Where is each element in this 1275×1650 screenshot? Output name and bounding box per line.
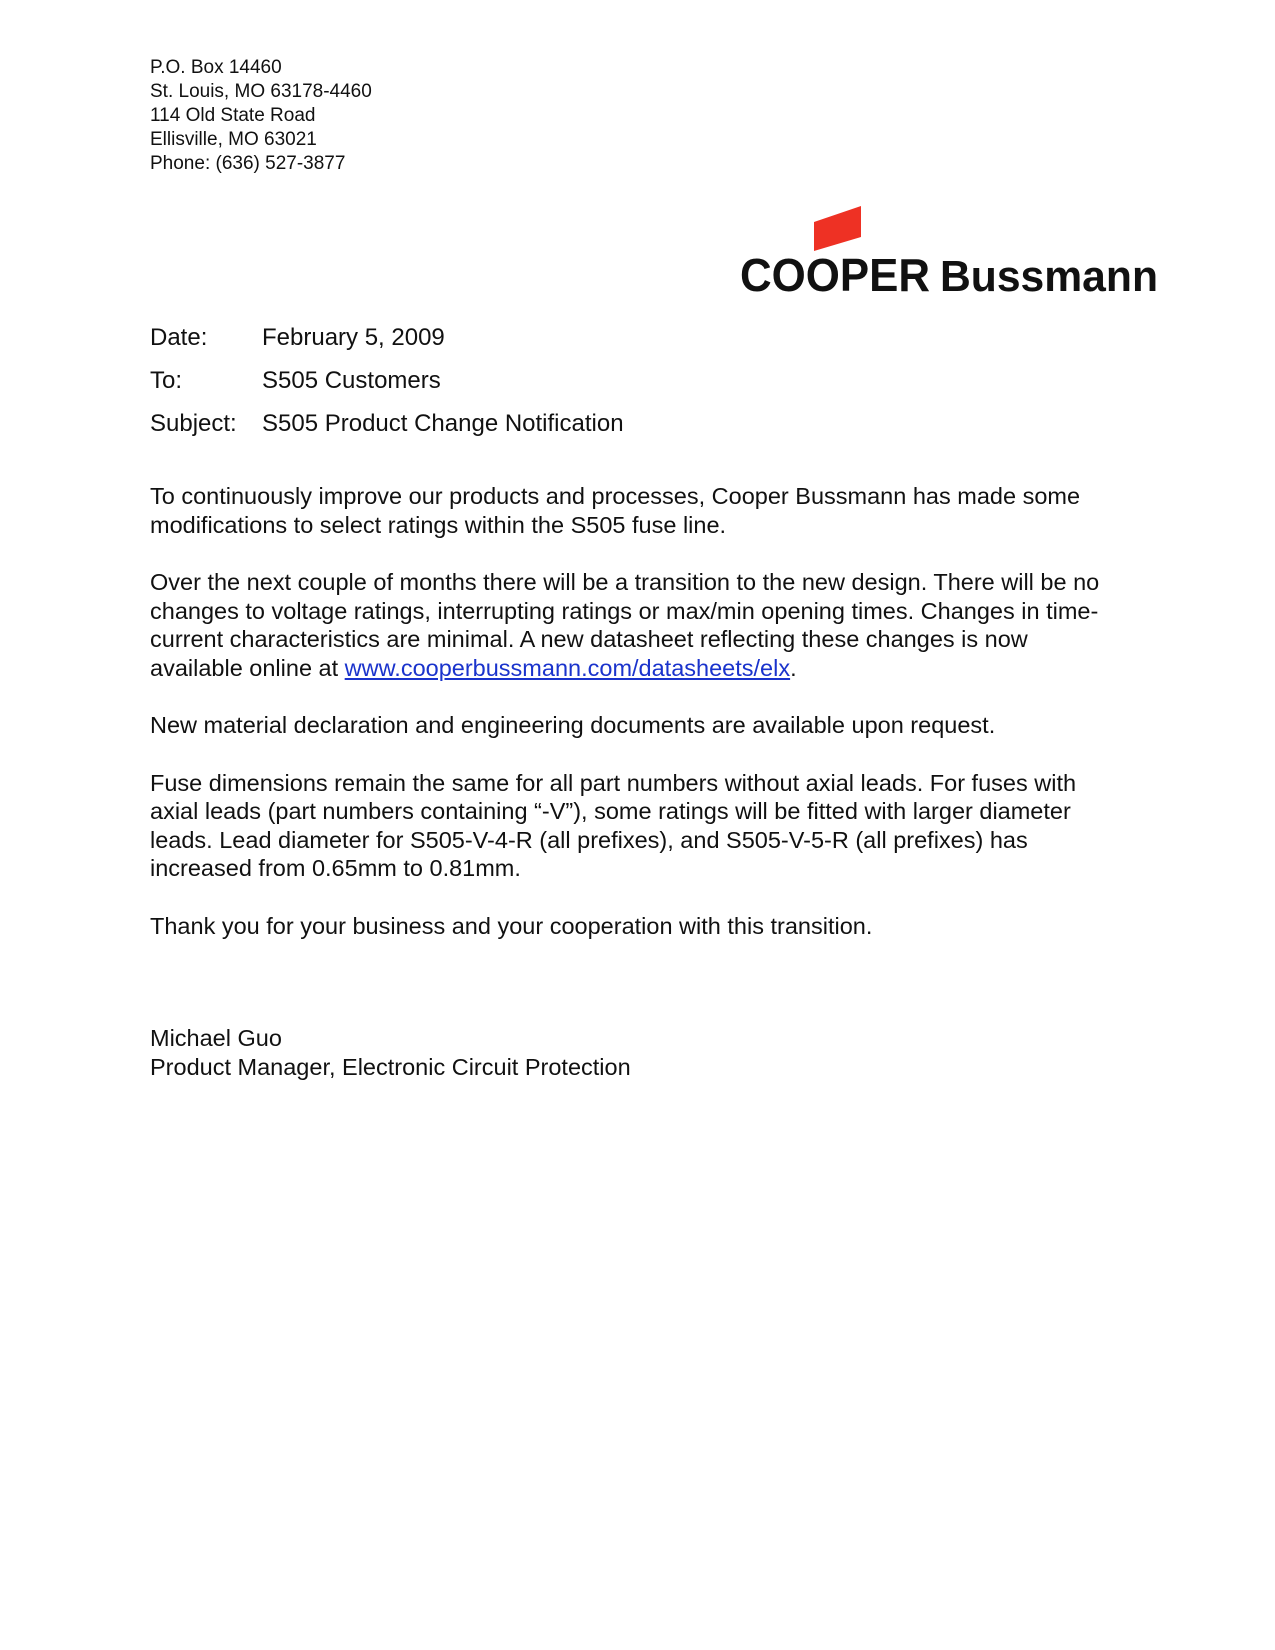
text-line: New material declaration and engineering documents are available upon request. — [150, 712, 996, 738]
to-label: To: — [150, 367, 183, 394]
paragraph-thanks — [150, 912, 1160, 941]
text-line: changes to voltage ratings, interrupting ratings or max/min opening times. Changes in time- — [150, 597, 1099, 624]
text-line: Fuse dimensions remain the same for all part numbers without axial leads. For fuses with — [150, 769, 1077, 796]
paragraph-dimensions — [150, 769, 1160, 883]
signer-name: Michael Guo — [150, 1025, 282, 1051]
signature-block — [150, 1024, 631, 1082]
text-fragment: . — [790, 654, 797, 681]
subject-value: S505 Product Change Notification — [262, 410, 624, 437]
signer-title: Product Manager, Electronic Circuit Protection — [150, 1054, 631, 1080]
logo-accent-flag — [814, 206, 861, 251]
text-line: increased from 0.65mm to 0.81mm. — [150, 855, 521, 881]
text-line: To continuously improve our products and processes, Cooper Bussmann has made some — [150, 483, 1081, 509]
paragraph-transition — [150, 568, 1160, 682]
text-line — [150, 654, 1160, 683]
logo-word-cooper: COOPER — [740, 249, 930, 298]
sender-address — [150, 56, 372, 176]
paragraph-intro — [150, 482, 1160, 539]
text-line: Thank you for your business and your cooperation with this transition. — [150, 912, 873, 939]
company-logo — [740, 206, 1160, 298]
text-line: axial leads (part numbers containing “-V”), some ratings will be fitted with larger diameter — [150, 798, 1071, 824]
subject-row — [150, 409, 624, 439]
date-row — [150, 323, 624, 353]
to-row — [150, 366, 624, 396]
phone-line: Phone: (636) 527-3877 — [150, 153, 346, 174]
text-line: modifications to select ratings within the S505 fuse line. — [150, 511, 727, 538]
text-line: leads. Lead diameter for S505-V-4-R (all prefixes), and S505-V-5-R (all prefixes) has — [150, 826, 1028, 853]
logo-word-bussmann: Bussmann — [940, 252, 1158, 298]
date-value: February 5, 2009 — [262, 324, 445, 351]
address-line: 114 Old State Road — [150, 105, 316, 126]
to-value: S505 Customers — [262, 367, 441, 394]
paragraph-documents — [150, 711, 1160, 740]
date-label: Date: — [150, 324, 208, 351]
address-line: St. Louis, MO 63178-4460 — [150, 81, 372, 102]
letter-body — [150, 482, 1160, 969]
cooper-bussmann-logo — [740, 206, 1160, 298]
text-line: Over the next couple of months there will be a transition to the new design. There will be no — [150, 569, 1100, 595]
text-fragment: available online at — [150, 654, 345, 681]
datasheet-link[interactable]: www.cooperbussmann.com/datasheets/elx — [344, 654, 791, 681]
memo-header — [150, 323, 624, 452]
subject-label: Subject: — [150, 410, 237, 437]
address-line: Ellisville, MO 63021 — [150, 129, 317, 150]
text-line: current characteristics are minimal. A new datasheet reflecting these changes is now — [150, 626, 1028, 652]
address-line: P.O. Box 14460 — [150, 57, 282, 78]
